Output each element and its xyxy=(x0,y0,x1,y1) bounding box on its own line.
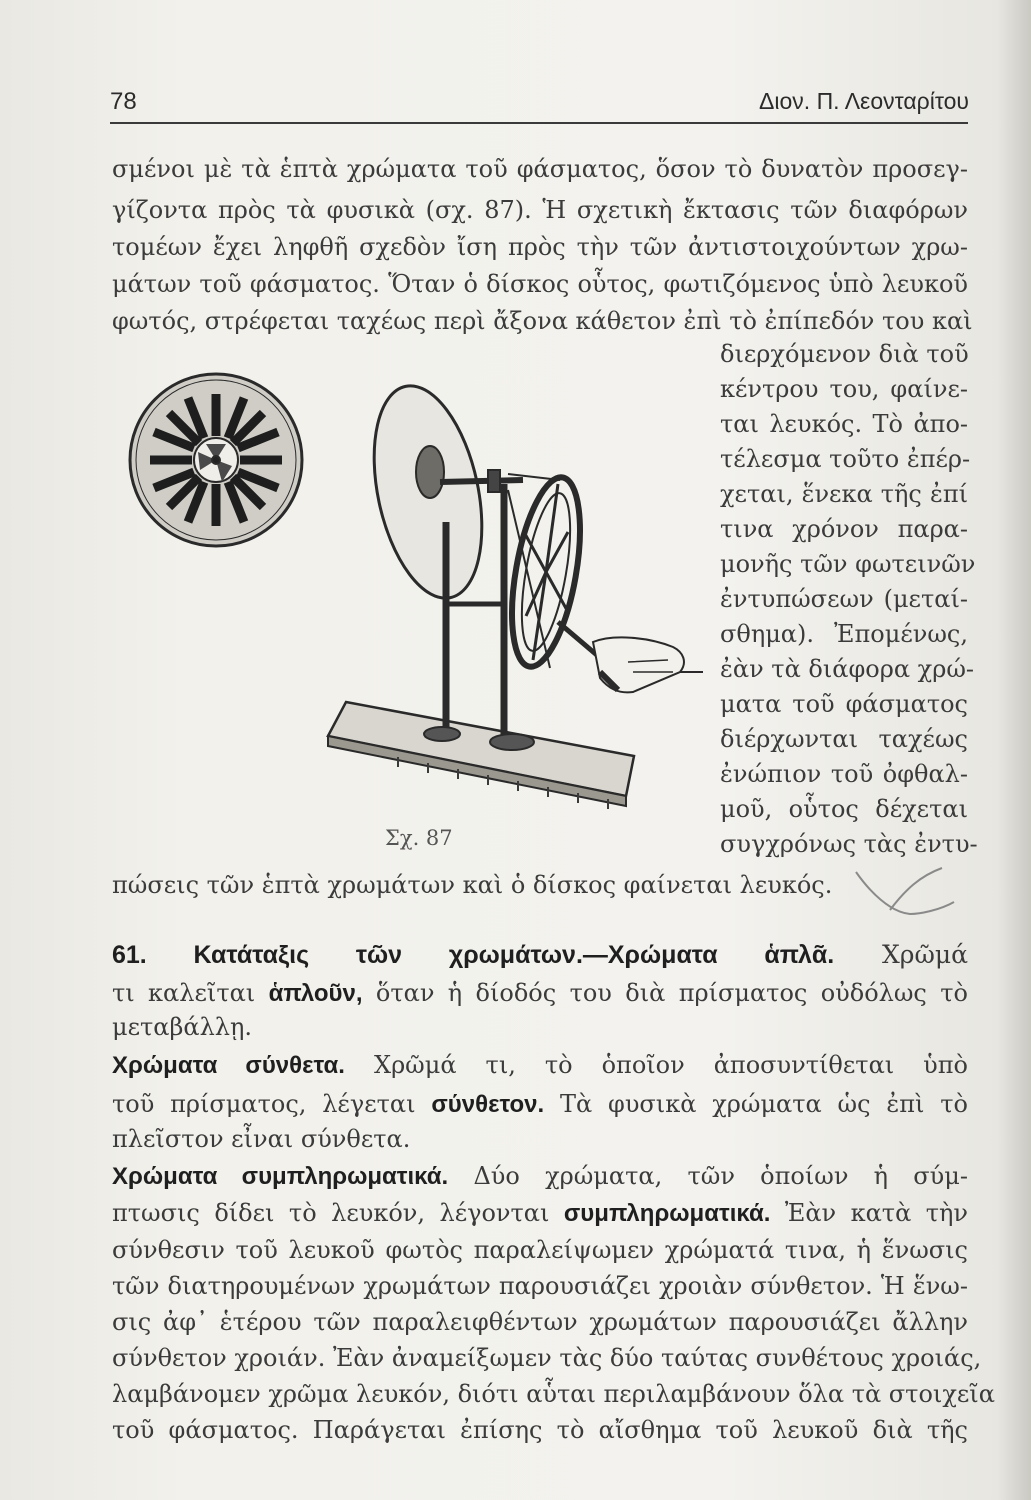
text-span: Δύο χρώματα, τῶν ὁποίων ἡ σύμ- xyxy=(473,1162,968,1190)
column-line: ματα τοῦ φάσματος xyxy=(720,690,968,718)
column-line: διερχόμενον διὰ τοῦ xyxy=(720,340,969,368)
column-line: κέντρου του, φαίνε- xyxy=(720,375,968,403)
body-line: πώσεις τῶν ἑπτὰ χρωμάτων καὶ ὁ δίσκος φαίνεται λευκός. xyxy=(112,871,833,899)
newton-disc-figure xyxy=(128,372,708,832)
term-complementary: συμπληρωματικά. xyxy=(563,1200,771,1227)
column-line: τινα χρόνον παρα- xyxy=(720,515,968,543)
term-simple: ἁπλοῦν, xyxy=(268,980,363,1007)
column-line: ἐὰν τὰ διάφορα χρώ- xyxy=(720,655,975,683)
body-line xyxy=(112,1089,968,1120)
pencil-check-mark xyxy=(850,862,960,922)
body-line: τομέων ἔχει ληφθῆ σχεδὸν ἴση πρὸς τὴν τῶν ἀντιστοιχούντων χρω- xyxy=(112,233,968,261)
body-line: γίζοντα πρὸς τὰ φυσικὰ (σχ. 87). Ἡ σχετικὴ ἔκτασις τῶν διαφόρων xyxy=(112,196,968,224)
subheading-composite: Χρώματα σύνθετα. xyxy=(112,1052,345,1079)
body-line: τοῦ φάσματος. Παράγεται ἐπίσης τὸ αἴσθημα τοῦ λευκοῦ διὰ τῆς xyxy=(112,1416,968,1444)
column-line: ται λευκός. Τὸ ἀπο- xyxy=(720,410,968,438)
body-line: λαμβάνομεν χρῶμα λευκόν, διότι αὗται περιλαμβάνουν ὅλα τὰ στοιχεῖα xyxy=(112,1380,995,1408)
body-line: σύνθεσιν τοῦ λευκοῦ φωτὸς παραλείψωμεν χρώματά τινα, ἡ ἕνωσις xyxy=(112,1236,968,1264)
body-line: μάτων τοῦ φάσματος. Ὅταν ὁ δίσκος οὗτος, φωτιζόμενος ὑπὸ λευκοῦ xyxy=(112,270,968,298)
subheading-complementary: Χρώματα συμπληρωματικά. xyxy=(112,1163,449,1190)
running-header-author: Διον. Π. Λεονταρίτου xyxy=(759,88,969,114)
body-line: φωτός, στρέφεται ταχέως περὶ ἄξονα κάθετον ἐπὶ τὸ ἐπίπεδόν του καὶ xyxy=(112,307,973,335)
column-line: χεται, ἕνεκα τῆς ἐπί xyxy=(720,480,968,508)
text-span: ὅταν ἡ δίοδός του διὰ πρίσματος οὐδόλως τὸ xyxy=(375,979,968,1007)
text-span: πτωσις δίδει τὸ λευκόν, λέγονται xyxy=(112,1199,550,1227)
body-line: πλεῖστον εἶναι σύνθετα. xyxy=(112,1125,411,1153)
body-line xyxy=(112,1161,968,1192)
column-line: μονῆς τῶν φωτεινῶν xyxy=(720,550,976,578)
text-span: τοῦ πρίσματος, λέγεται xyxy=(112,1090,416,1118)
column-line: σθημα). Ἐπομένως, xyxy=(720,620,968,648)
page-number: 78 xyxy=(110,88,137,115)
page-spine-shadow xyxy=(997,0,1031,1500)
column-line: ἐνώπιον τοῦ ὀφθαλ- xyxy=(720,760,968,788)
text-span: Ἐὰν κατὰ τὴν xyxy=(784,1199,968,1227)
column-line: συγχρόνως τὰς ἐντυ- xyxy=(720,830,978,858)
body-line: μεταβάλλῃ. xyxy=(112,1013,253,1041)
section-text: Χρῶμά xyxy=(881,940,968,969)
body-line xyxy=(112,1050,968,1081)
body-line: σμένοι μὲ τὰ ἑπτὰ χρώματα τοῦ φάσματος, ὅσον τὸ δυνατὸν προσεγ- xyxy=(112,155,968,183)
body-line: τῶν διατηρουμένων χρωμάτων παρουσιάζει χροιὰν σύνθετον. Ἡ ἕνω- xyxy=(112,1272,968,1300)
column-line: διέρχωνται ταχέως xyxy=(720,725,968,753)
term-composite: σύνθετον. xyxy=(431,1091,545,1118)
body-line: σύνθετον χροιάν. Ἐὰν ἀναμείξωμεν τὰς δύο ταύτας συνθέτους χροιάς, xyxy=(112,1344,982,1372)
figure-caption: Σχ. 87 xyxy=(385,826,453,850)
body-line: σις ἀφ᾽ ἑτέρου τῶν παραλειφθέντων χρωμάτων παρουσιάζει ἄλλην xyxy=(112,1308,968,1336)
text-span: τι καλεῖται xyxy=(112,979,256,1007)
section-61-line-1 xyxy=(112,940,968,970)
section-heading: 61. Κατάταξις τῶν χρωμάτων.—Χρώματα ἁπλᾶ. xyxy=(112,941,835,969)
color-wheel-drawing xyxy=(130,374,302,546)
column-line: τέλεσμα τοῦτο ἐπέρ- xyxy=(720,445,971,473)
body-line xyxy=(112,1198,968,1229)
text-span: Τὰ φυσικὰ χρώματα ὡς ἐπὶ τὸ xyxy=(560,1090,968,1118)
column-line: μοῦ, οὗτος δέχεται xyxy=(720,795,968,823)
text-span: Χρῶμά τι, τὸ ὁποῖον ἀποσυντίθεται ὑπὸ xyxy=(373,1051,968,1079)
column-line: ἐντυπώσεων (μεταί- xyxy=(720,585,968,613)
body-line xyxy=(112,978,968,1009)
header-rule xyxy=(110,122,968,124)
